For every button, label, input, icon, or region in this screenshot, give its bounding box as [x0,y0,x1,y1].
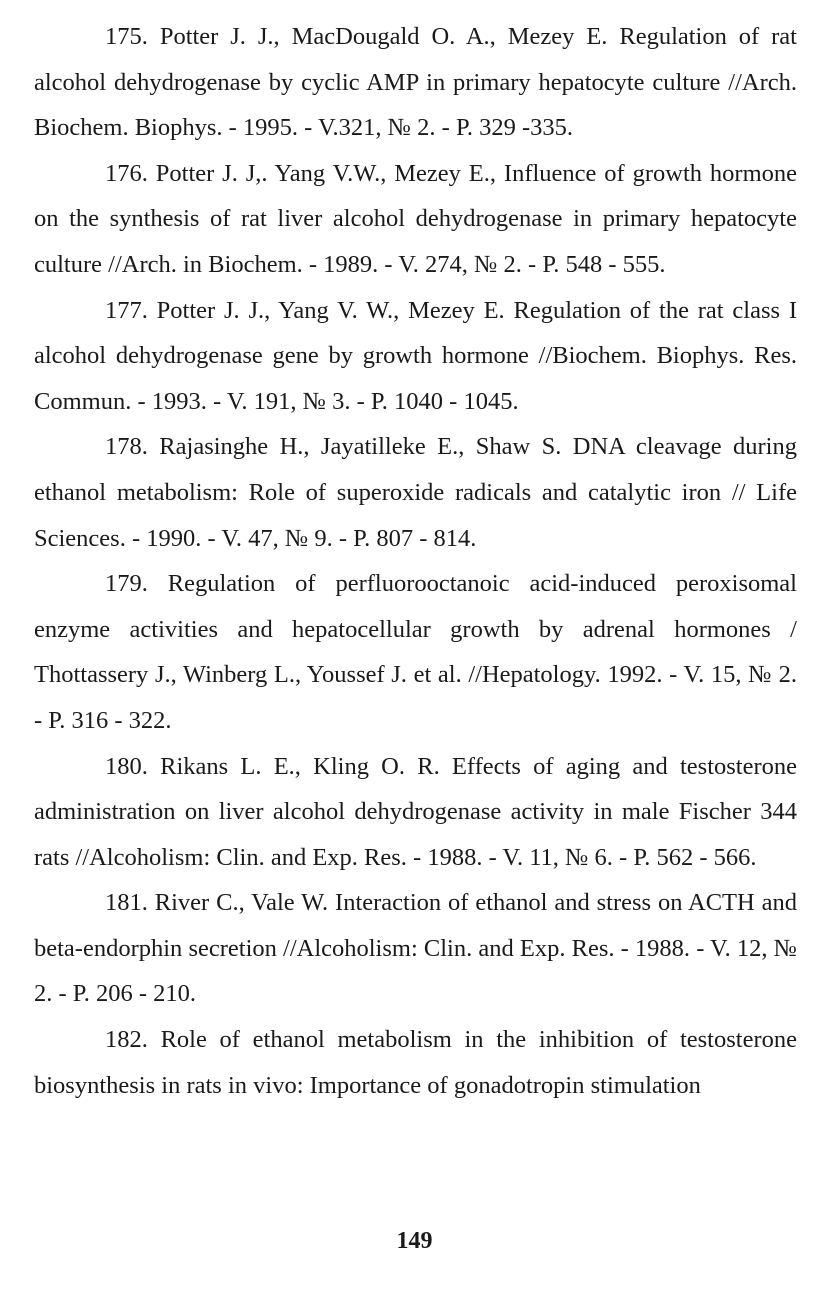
reference-181: 181. River C., Vale W. Interaction of ethanol and stress on ACTH and beta-endorphin secretion //Alcoholism: Clin. and Exp. Res. - 1988. - V. 12, № 2. - P. 206 - 210. [34,889,797,1008]
reference-177: 177. Potter J. J., Yang V. W., Mezey E. Regulation of the rat class I alcohol dehydrogenase gene by growth hormone //Biochem. Biophys. Res. Commun. - 1993. - V. 191, № 3. - P. 1040 - 1045. [34,296,797,415]
reference-175: 175. Potter J. J., MacDougald O. A., Mezey E. Regulation of rat alcohol dehydrogenase by cyclic AMP in primary hepatocyte culture //Arch. Biochem. Biophys. - 1995. - V.321, № 2. - P. 329 -335. [34,23,797,142]
page-number: 149 [396,1228,433,1254]
reference-178: 178. Rajasinghe H., Jayatilleke E., Shaw S. DNA cleavage during ethanol metabolism: Role of superoxide radicals and catalytic iron // Life Sciences. - 1990. - V. 47, № 9. - P. 807 - 814. [34,433,797,552]
reference-179: 179. Regulation of perfluorooctanoic acid-induced peroxisomal enzyme activities and hepatocellular growth by adrenal hormones / Thottassery J., Winberg L., Youssef J. et al. //Hepatology. 1992. - V. 15, № 2. - P. 316 - 322. [34,570,797,734]
reference-182: 182. Role of ethanol metabolism in the inhibition of testosterone biosynthesis in rats in vivo: Importance of gonadotropin stimulation [34,1026,797,1099]
reference-180: 180. Rikans L. E., Kling O. R. Effects of aging and testosterone administration on liver alcohol dehydrogenase activity in male Fischer 344 rats //Alcoholism: Clin. and Exp. Res. - 1988. - V. 11, № 6. - P. 562 - 566. [34,752,797,871]
reference-list [34,14,797,1108]
reference-176: 176. Potter J. J,. Yang V.W., Mezey E., Influence of growth hormone on the synthesis of rat liver alcohol dehydrogenase in primary hepatocyte culture //Arch. in Biochem. - 1989. - V. 274, № 2. - P. 548 - 555. [34,159,797,278]
